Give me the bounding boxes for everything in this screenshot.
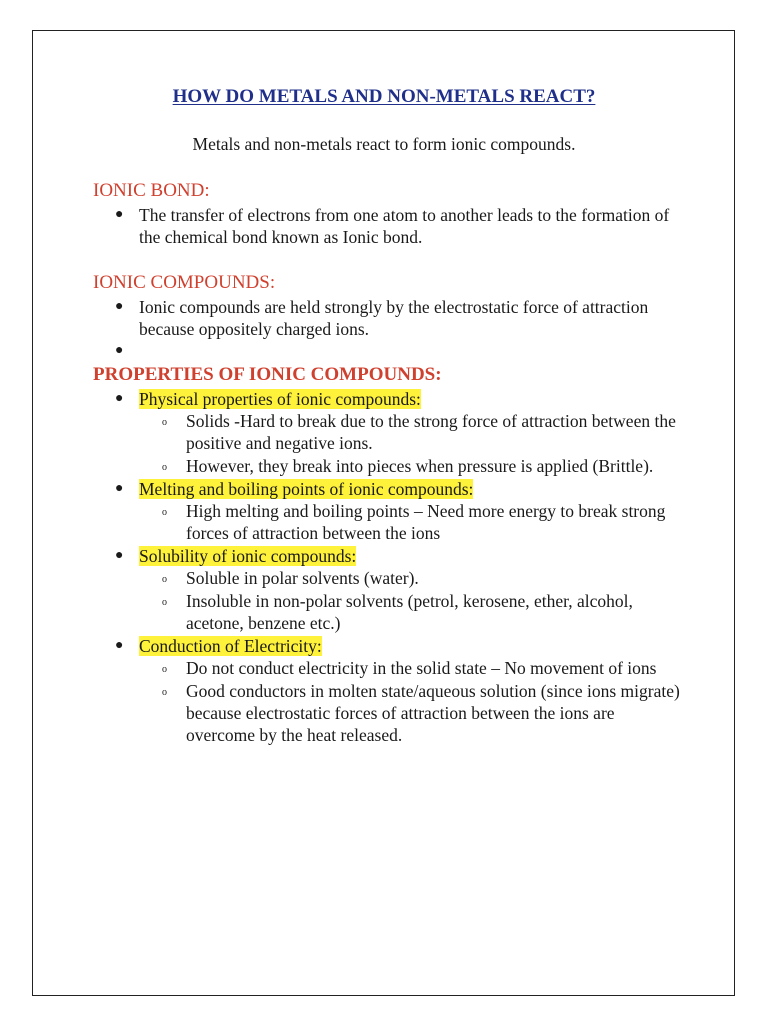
bullet-icon: ●	[115, 299, 124, 314]
sub-list	[139, 657, 683, 746]
sub-list-item: o Insoluble in non-polar solvents (petrol, kerosene, ether, alcohol, acetone, benzene etc.)	[162, 591, 633, 633]
highlighted-label: Conduction of Electricity:	[139, 636, 322, 656]
list-item-physical-properties	[93, 388, 683, 477]
page-title: HOW DO METALS AND NON-METALS REACT?	[172, 86, 596, 107]
ionic-compounds-list	[93, 296, 683, 362]
sub-list-item: o High melting and boiling points – Need more energy to break strong forces of attraction between the ions	[162, 501, 666, 543]
bullet-icon: ●	[115, 548, 124, 563]
bullet-icon: ●	[115, 207, 124, 222]
highlighted-label: Melting and boiling points of ionic compounds:	[139, 479, 474, 499]
section-heading-ionic-compounds: IONIC COMPOUNDS:	[93, 272, 276, 293]
circle-bullet-icon: o	[162, 507, 167, 518]
circle-bullet-icon: o	[162, 597, 167, 608]
list-item-solubility	[93, 545, 683, 634]
circle-bullet-icon: o	[162, 417, 167, 428]
bullet-icon: ●	[115, 343, 124, 358]
list-item-empty	[93, 340, 683, 362]
list-item: ● Ionic compounds are held strongly by the electrostatic force of attraction because oppositely charged ions.	[115, 297, 649, 339]
bullet-icon: ●	[115, 481, 124, 496]
document-body	[93, 178, 683, 747]
sub-list-item: o Soluble in polar solvents (water).	[93, 567, 683, 589]
bullet-icon: ●	[115, 391, 124, 406]
list-item-melting-boiling	[93, 478, 683, 544]
bullet-icon: ●	[115, 638, 124, 653]
circle-bullet-icon: o	[162, 574, 167, 585]
sub-list-item: o However, they break into pieces when pressure is applied (Brittle).	[93, 455, 683, 477]
sub-list	[139, 410, 683, 477]
sub-list	[139, 500, 683, 544]
sub-list-item: o Do not conduct electricity in the solid state – No movement of ions	[93, 657, 683, 679]
circle-bullet-icon: o	[162, 664, 167, 675]
sub-list-item: o Solids -Hard to break due to the strong force of attraction between the positive and negative ions.	[162, 411, 676, 453]
intro-text: Metals and non-metals react to form ionic compounds.	[192, 134, 576, 154]
circle-bullet-icon: o	[162, 687, 167, 698]
circle-bullet-icon: o	[162, 462, 167, 473]
list-item-conduction	[93, 635, 683, 746]
sub-list	[139, 567, 683, 634]
ionic-bond-list	[93, 204, 683, 248]
highlighted-label: Solubility of ionic compounds:	[139, 546, 357, 566]
section-heading-properties: PROPERTIES OF IONIC COMPOUNDS:	[93, 364, 442, 385]
list-item: ● The transfer of electrons from one atom to another leads to the formation of the chemical bond known as Ionic bond.	[115, 205, 670, 247]
properties-list	[93, 388, 683, 746]
section-heading-ionic-bond: IONIC BOND:	[93, 180, 210, 201]
highlighted-label: Physical properties of ionic compounds:	[139, 389, 421, 409]
sub-list-item: o Good conductors in molten state/aqueous solution (since ions migrate) because electrostatic forces of attraction between the ions are overcome by the heat released.	[162, 681, 680, 745]
